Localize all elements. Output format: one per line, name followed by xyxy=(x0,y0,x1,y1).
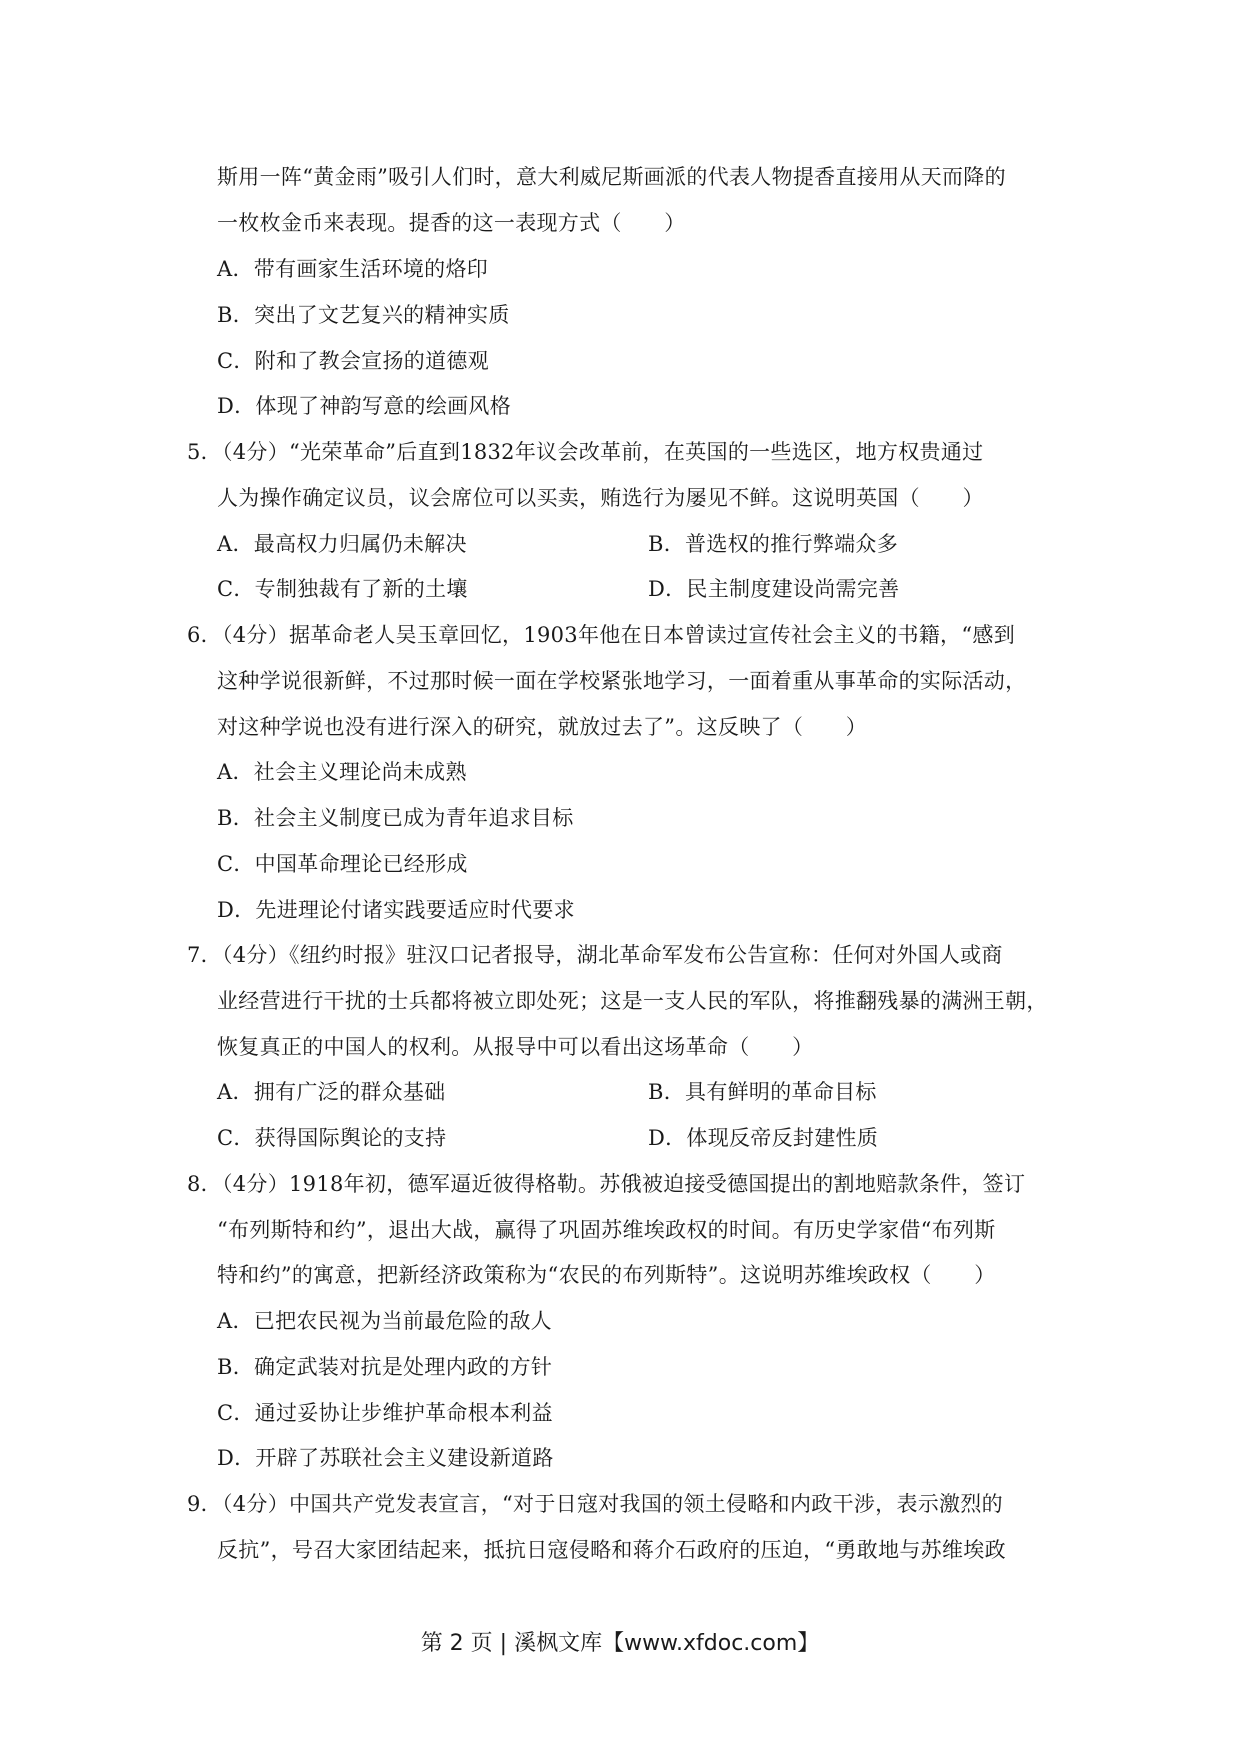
page-footer: 第 2 页 | 溪枫文库【www.xfdoc.com】 xyxy=(420,1631,820,1656)
q6-option-c: C．中国革命理论已经形成 xyxy=(217,852,468,876)
q4-option-c: C．附和了教会宣扬的道德观 xyxy=(217,349,489,373)
q9-stem-line2: 反抗”，号召大家团结起来，抵抗日寇侵略和蒋介石政府的压迫，“勇敢地与苏维埃政 xyxy=(217,1538,1006,1562)
q6-option-b: B．社会主义制度已成为青年追求目标 xyxy=(217,806,574,830)
q7-stem-line1: 7．（4分）《纽约时报》驻汉口记者报导，湖北革命军发布公告宣称：任何对外国人或商 xyxy=(187,943,1003,967)
q8-option-a: A．已把农民视为当前最危险的敌人 xyxy=(217,1309,552,1333)
q7-stem-line3: 恢复真正的中国人的权利。从报导中可以看出这场革命（ ） xyxy=(217,1035,814,1059)
q5-option-c: C．专制独裁有了新的土壤 xyxy=(217,577,468,601)
q4-option-b: B．突出了文艺复兴的精神实质 xyxy=(217,303,510,327)
q8-stem-line2: “布列斯特和约”，退出大战，赢得了巩固苏维埃政权的时间。有历史学家借“布列斯 xyxy=(217,1218,996,1242)
q7-option-a: A．拥有广泛的群众基础 xyxy=(217,1080,446,1104)
q6-option-d: D．先进理论付诸实践要适应时代要求 xyxy=(217,898,575,922)
q5-stem-line2: 人为操作确定议员，议会席位可以买卖，贿选行为屡见不鲜。这说明英国（ ） xyxy=(217,486,984,510)
q5-option-b: B．普选权的推行弊端众多 xyxy=(648,532,899,556)
q4-option-d: D．体现了神韵写意的绘画风格 xyxy=(217,394,512,418)
q4-stem-line2: 一枚枚金币来表现。提香的这一表现方式（ ） xyxy=(217,211,686,235)
q5-option-d: D．民主制度建设尚需完善 xyxy=(648,577,900,601)
q5-option-a: A．最高权力归属仍未解决 xyxy=(217,532,467,556)
q6-option-a: A．社会主义理论尚未成熟 xyxy=(217,760,467,784)
q8-option-b: B．确定武装对抗是处理内政的方针 xyxy=(217,1355,553,1379)
q7-option-b: B．具有鲜明的革命目标 xyxy=(648,1080,877,1104)
q8-option-c: C．通过妥协让步维护革命根本利益 xyxy=(217,1401,553,1425)
q9-stem-line1: 9．（4分）中国共产党发表宣言，“对于日寇对我国的领土侵略和内政干涉，表示激烈的 xyxy=(187,1492,1003,1516)
q8-option-d: D．开辟了苏联社会主义建设新道路 xyxy=(217,1446,554,1470)
q4-stem-line1: 斯用一阵“黄金雨”吸引人们时，意大利威尼斯画派的代表人物提香直接用从天而降的 xyxy=(217,165,1006,189)
q7-stem-line2: 业经营进行干扰的士兵都将被立即处死；这是一支人民的军队，将推翻残暴的满洲王朝， xyxy=(217,989,1048,1013)
q4-option-a: A．带有画家生活环境的烙印 xyxy=(217,257,489,281)
q8-stem-line1: 8．（4分）1918年初，德军逼近彼得格勒。苏俄被迫接受德国提出的割地赔款条件，签订 xyxy=(187,1172,1026,1196)
q6-stem-line2: 这种学说很新鲜，不过那时候一面在学校紧张地学习，一面着重从事革命的实际活动， xyxy=(217,669,1027,693)
q6-stem-line3: 对这种学说也没有进行深入的研究，就放过去了”。这反映了（ ） xyxy=(217,715,868,739)
q7-option-d: D．体现反帝反封建性质 xyxy=(648,1126,879,1150)
q8-stem-line3: 特和约”的寓意，把新经济政策称为“农民的布列斯特”。这说明苏维埃政权（ ） xyxy=(217,1263,996,1287)
q5-stem-line1: 5．（4分）“光荣革命”后直到1832年议会改革前，在英国的一些选区，地方权贵通过 xyxy=(187,440,984,464)
q6-stem-line1: 6．（4分）据革命老人吴玉章回忆，1903年他在日本曾读过宣传社会主义的书籍，“感到 xyxy=(187,623,1015,647)
q7-option-c: C．获得国际舆论的支持 xyxy=(217,1126,447,1150)
